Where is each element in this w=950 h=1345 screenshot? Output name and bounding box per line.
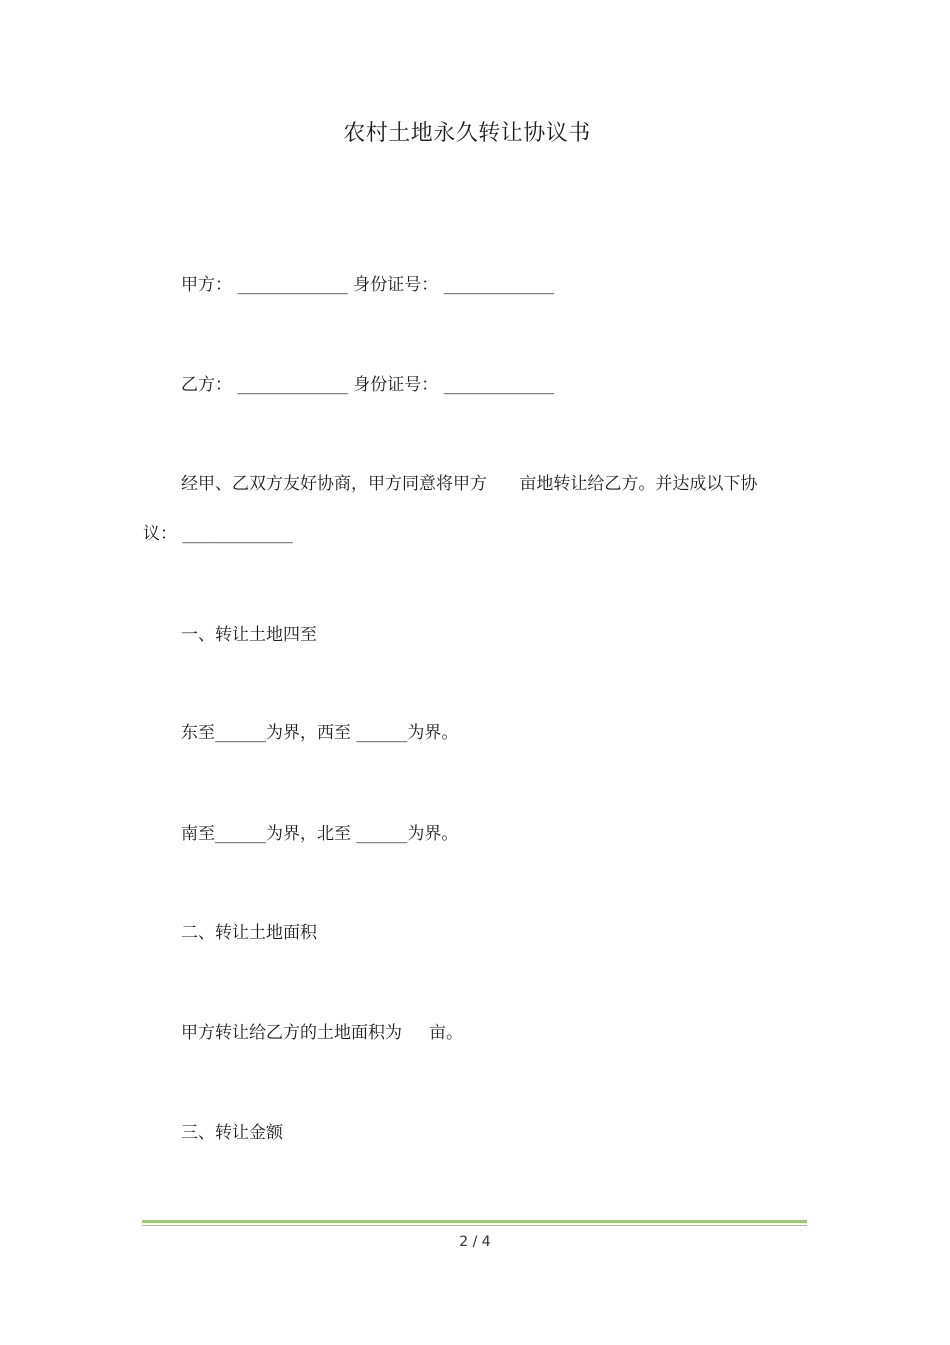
section-heading-boundaries: 一、转让土地四至 xyxy=(181,625,317,645)
boundary-south-north-line: 南至______为界，北至 ______为界。 xyxy=(181,824,459,844)
document-title: 农村土地永久转让协议书 xyxy=(343,121,591,146)
section-heading-amount: 三、转让金额 xyxy=(181,1123,283,1143)
party-b-line: 乙方： _____________ 身份证号： _____________ xyxy=(181,375,555,395)
section-heading-area: 二、转让土地面积 xyxy=(181,923,317,943)
party-a-line: 甲方： _____________ 身份证号： _____________ xyxy=(181,275,555,295)
page-number: 2 / 4 xyxy=(459,1234,491,1250)
area-statement-line: 甲方转让给乙方的土地面积为 亩。 xyxy=(181,1023,464,1043)
footer-divider xyxy=(142,1220,807,1223)
agreement-paragraph-line-1: 经甲、乙双方友好协商，甲方同意将甲方 亩地转让给乙方。并达成以下协 xyxy=(181,474,758,494)
footer-divider-thin xyxy=(142,1225,807,1226)
agreement-paragraph-line-2: 议： _____________ xyxy=(143,524,293,544)
boundary-east-west-line: 东至______为界，西至 ______为界。 xyxy=(181,723,459,743)
